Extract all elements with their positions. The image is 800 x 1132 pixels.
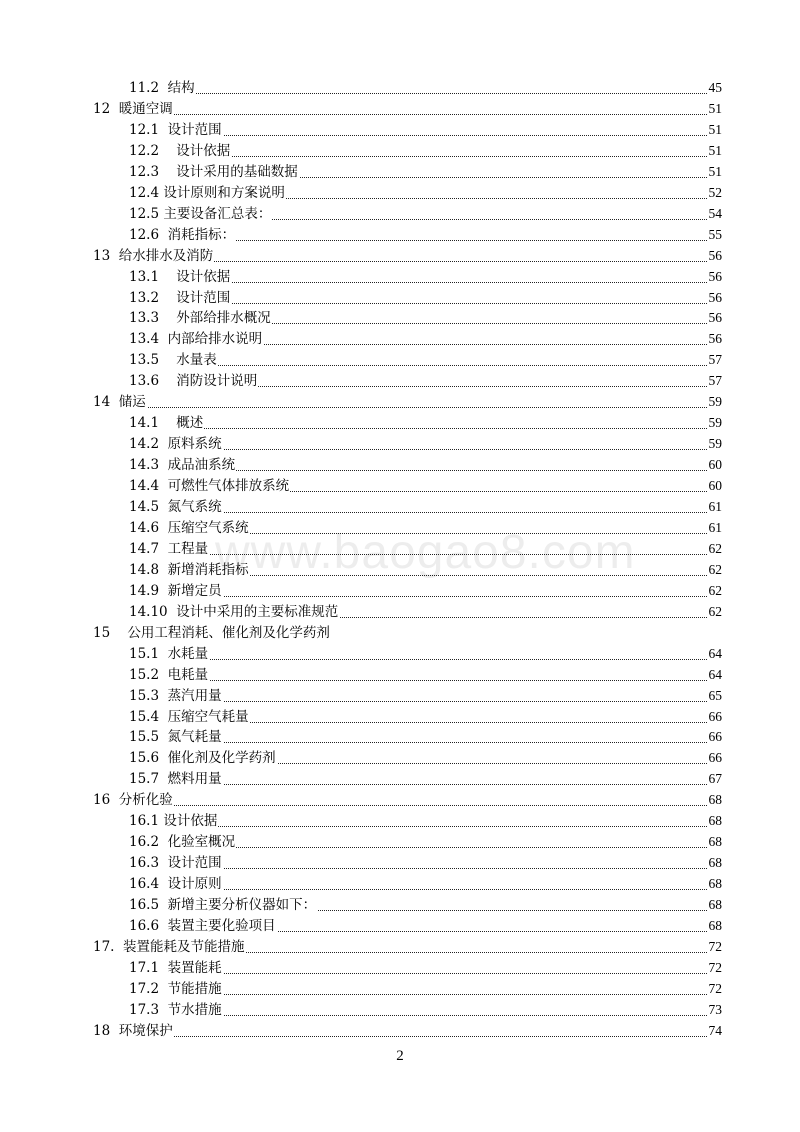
toc-entry-title: 16.5 新增主要分析仪器如下： <box>129 897 317 914</box>
toc-entry-title: 12.6 消耗指标： <box>129 226 236 243</box>
toc-entry-title: 16.3 设计范围 <box>129 855 222 872</box>
toc-entry-title: 13.6 消防设计说明 <box>129 373 258 390</box>
toc-entry[interactable] <box>0 182 800 203</box>
toc-entry[interactable] <box>0 349 800 370</box>
toc-entry-title: 14 储运 <box>93 394 146 411</box>
toc-entry[interactable] <box>0 224 800 245</box>
toc-entry-title: 13.3 外部给排水概况 <box>129 310 271 327</box>
toc-entry-title: 15.1 水耗量 <box>129 645 209 662</box>
toc-entry[interactable] <box>0 161 800 182</box>
dot-leader <box>129 659 707 660</box>
toc-entry[interactable] <box>0 580 800 601</box>
toc-entry-title: 14.10 设计中采用的主要标准规范 <box>129 603 339 620</box>
toc-entry[interactable] <box>0 119 800 140</box>
toc-entry-title: 13.1 设计依据 <box>129 268 231 285</box>
toc-entry[interactable] <box>0 643 800 664</box>
toc-entry-title: 17.2 节能措施 <box>129 980 222 997</box>
toc-entry-page: 64 <box>708 645 722 661</box>
toc-entry[interactable] <box>0 978 800 999</box>
toc-entry[interactable] <box>0 475 800 496</box>
toc-entry-page: 68 <box>708 897 722 913</box>
toc-entry[interactable] <box>0 307 800 328</box>
toc-entry-title: 16.1 设计依据 <box>129 813 218 830</box>
toc-entry-page: 73 <box>708 1001 722 1017</box>
toc-entry-page: 65 <box>708 687 722 703</box>
toc-entry[interactable] <box>0 454 800 475</box>
dot-leader <box>93 114 707 115</box>
toc-entry-page: 66 <box>708 750 722 766</box>
toc-entry-title: 16.4 设计原则 <box>129 876 222 893</box>
toc-entry[interactable] <box>0 328 800 349</box>
toc-entry-title: 17.1 装置能耗 <box>129 959 222 976</box>
toc-entry-title: 11.2 结构 <box>129 80 195 96</box>
toc-entry-page: 66 <box>708 708 722 724</box>
toc-entry-title: 13 给水排水及消防 <box>93 247 214 264</box>
toc-entry[interactable] <box>0 77 800 98</box>
toc-entry-page: 67 <box>708 771 722 787</box>
toc-entry-title: 14.2 原料系统 <box>129 436 222 453</box>
toc-entry[interactable] <box>0 957 800 978</box>
toc-entry[interactable] <box>0 936 800 957</box>
toc-entry[interactable] <box>0 245 800 266</box>
toc-entry-page: 62 <box>708 540 722 556</box>
toc-entry-title: 12 暖通空调 <box>93 100 173 117</box>
toc-entry-title: 12.3 设计采用的基础数据 <box>129 163 298 180</box>
toc-entry-title: 16.2 化验室概况 <box>129 834 236 851</box>
toc-entry-page: 54 <box>708 205 722 221</box>
toc-entry-page: 61 <box>708 519 722 535</box>
page-number: 2 <box>396 1048 404 1064</box>
toc-entry[interactable] <box>0 999 800 1020</box>
toc-entry[interactable] <box>0 706 800 727</box>
toc-entry-page: 56 <box>708 247 722 263</box>
toc-entry[interactable] <box>0 622 800 643</box>
toc-entry-title: 15.3 蒸汽用量 <box>129 687 222 704</box>
toc-entry[interactable] <box>0 266 800 287</box>
toc-entry[interactable] <box>0 810 800 831</box>
toc-entry-title: 17. 装置能耗及节能措施 <box>93 938 245 955</box>
toc-entry-title: 14.7 工程量 <box>129 540 209 557</box>
toc-entry-title: 18 环境保护 <box>93 1022 173 1039</box>
toc-entry-title: 14.5 氮气系统 <box>129 499 222 515</box>
toc-entry-page: 60 <box>708 478 722 494</box>
toc-entry-page: 66 <box>708 729 722 745</box>
toc-entry-title: 13.5 水量表 <box>129 352 217 369</box>
toc-entry[interactable] <box>0 433 800 454</box>
toc-entry[interactable] <box>0 559 800 580</box>
dot-leader <box>129 680 707 681</box>
toc-entry-page: 72 <box>708 938 722 954</box>
dot-leader <box>93 805 707 806</box>
toc-entry-title: 14.6 压缩空气系统 <box>129 519 249 536</box>
toc-entry-title: 15 公用工程消耗、催化剂及化学药剂 <box>93 624 330 641</box>
toc-entry-page: 72 <box>708 959 722 975</box>
toc-entry-page: 56 <box>708 310 722 326</box>
toc-entry-title: 12.4 设计原则和方案说明 <box>129 184 285 201</box>
toc-entry-title: 15.5 氮气耗量 <box>129 729 222 746</box>
toc-entry-page: 68 <box>708 876 722 892</box>
toc-entry-title: 14.9 新增定员 <box>129 582 222 599</box>
toc-entry-title: 15.2 电耗量 <box>129 666 209 683</box>
toc-entry-page: 59 <box>708 436 722 452</box>
toc-entry-page: 51 <box>708 100 722 116</box>
toc-entry-page: 60 <box>708 457 722 473</box>
toc-entry-title: 12.1 设计范围 <box>129 121 222 138</box>
toc-entry[interactable] <box>0 685 800 706</box>
toc-entry[interactable] <box>0 852 800 873</box>
toc-entry-page: 68 <box>708 855 722 871</box>
dot-leader <box>129 554 707 555</box>
dot-leader <box>129 428 707 429</box>
toc-entry[interactable] <box>0 140 800 161</box>
toc-entry[interactable] <box>0 1020 800 1041</box>
toc-entry[interactable] <box>0 768 800 789</box>
toc-entry[interactable] <box>0 873 800 894</box>
dot-leader <box>93 1036 707 1037</box>
toc-entry-page: 68 <box>708 813 722 829</box>
toc-entry[interactable] <box>0 538 800 559</box>
toc-entry[interactable] <box>0 831 800 852</box>
toc-entry-title: 14.8 新增消耗指标 <box>129 561 249 578</box>
toc-entry-page: 64 <box>708 666 722 682</box>
toc-entry-page: 57 <box>708 373 722 389</box>
toc-entry-page: 72 <box>708 980 722 996</box>
toc-entry-page: 74 <box>708 1022 722 1038</box>
toc-entry-page: 56 <box>708 289 722 305</box>
toc-entry-page: 62 <box>708 561 722 577</box>
toc-entry-page: 57 <box>708 352 722 368</box>
toc-entry-title: 16 分析化验 <box>93 792 173 809</box>
toc-entry-page: 59 <box>708 394 722 410</box>
toc-entry[interactable] <box>0 287 800 308</box>
toc-entry-title: 12.2 设计依据 <box>129 142 231 159</box>
toc-entry[interactable] <box>0 664 800 685</box>
toc-entry-page: 62 <box>708 603 722 619</box>
toc-entry[interactable] <box>0 203 800 224</box>
toc-entry-page: 56 <box>708 331 722 347</box>
dot-leader <box>93 407 707 408</box>
toc-entry-title: 13.4 内部给排水说明 <box>129 331 263 348</box>
toc-entry-title: 13.2 设计范围 <box>129 289 231 306</box>
toc-entry-page: 55 <box>708 226 722 242</box>
toc-entry[interactable] <box>0 789 800 810</box>
toc-entry[interactable] <box>0 915 800 936</box>
toc-entry[interactable] <box>0 391 800 412</box>
toc-entry-title: 15.6 催化剂及化学药剂 <box>129 750 276 767</box>
toc-entry-title: 14.4 可燃性气体排放系统 <box>129 478 290 495</box>
toc-entry-page: 68 <box>708 834 722 850</box>
toc-entry-title: 14.1 概述 <box>129 415 204 432</box>
toc-entry[interactable] <box>0 412 800 433</box>
watermark: www.baogao8.com <box>215 526 636 579</box>
toc-entry[interactable] <box>0 98 800 119</box>
toc-entry-page: 45 <box>708 80 722 95</box>
dot-leader <box>129 93 707 94</box>
toc-entry-title: 12.5 主要设备汇总表： <box>129 205 272 222</box>
toc-entry[interactable] <box>0 894 800 915</box>
toc-entry[interactable] <box>0 726 800 747</box>
toc-entry-page: 62 <box>708 582 722 598</box>
toc-entry[interactable] <box>0 370 800 391</box>
toc-entry[interactable] <box>0 517 800 538</box>
toc-entry-page: 59 <box>708 415 722 431</box>
toc-entry-title: 16.6 装置主要化验项目 <box>129 918 276 934</box>
toc-entry-page: 51 <box>708 121 722 137</box>
toc-entry[interactable] <box>0 601 800 622</box>
toc-entry-page: 68 <box>708 918 722 933</box>
toc-entry-page: 51 <box>708 142 722 158</box>
toc-entry-page: 68 <box>708 792 722 808</box>
toc-entry-page: 52 <box>708 184 722 200</box>
toc-entry[interactable] <box>0 747 800 768</box>
toc-entry-page: 61 <box>708 499 722 514</box>
toc-entry-page: 56 <box>708 268 722 284</box>
toc-entry[interactable] <box>0 496 800 517</box>
toc-entry-title: 15.7 燃料用量 <box>129 771 222 788</box>
toc-entry-title: 17.3 节水措施 <box>129 1001 222 1018</box>
toc-entry-page: 51 <box>708 163 722 179</box>
toc-entry-title: 14.3 成品油系统 <box>129 457 236 474</box>
toc-entry-title: 15.4 压缩空气耗量 <box>129 708 249 725</box>
